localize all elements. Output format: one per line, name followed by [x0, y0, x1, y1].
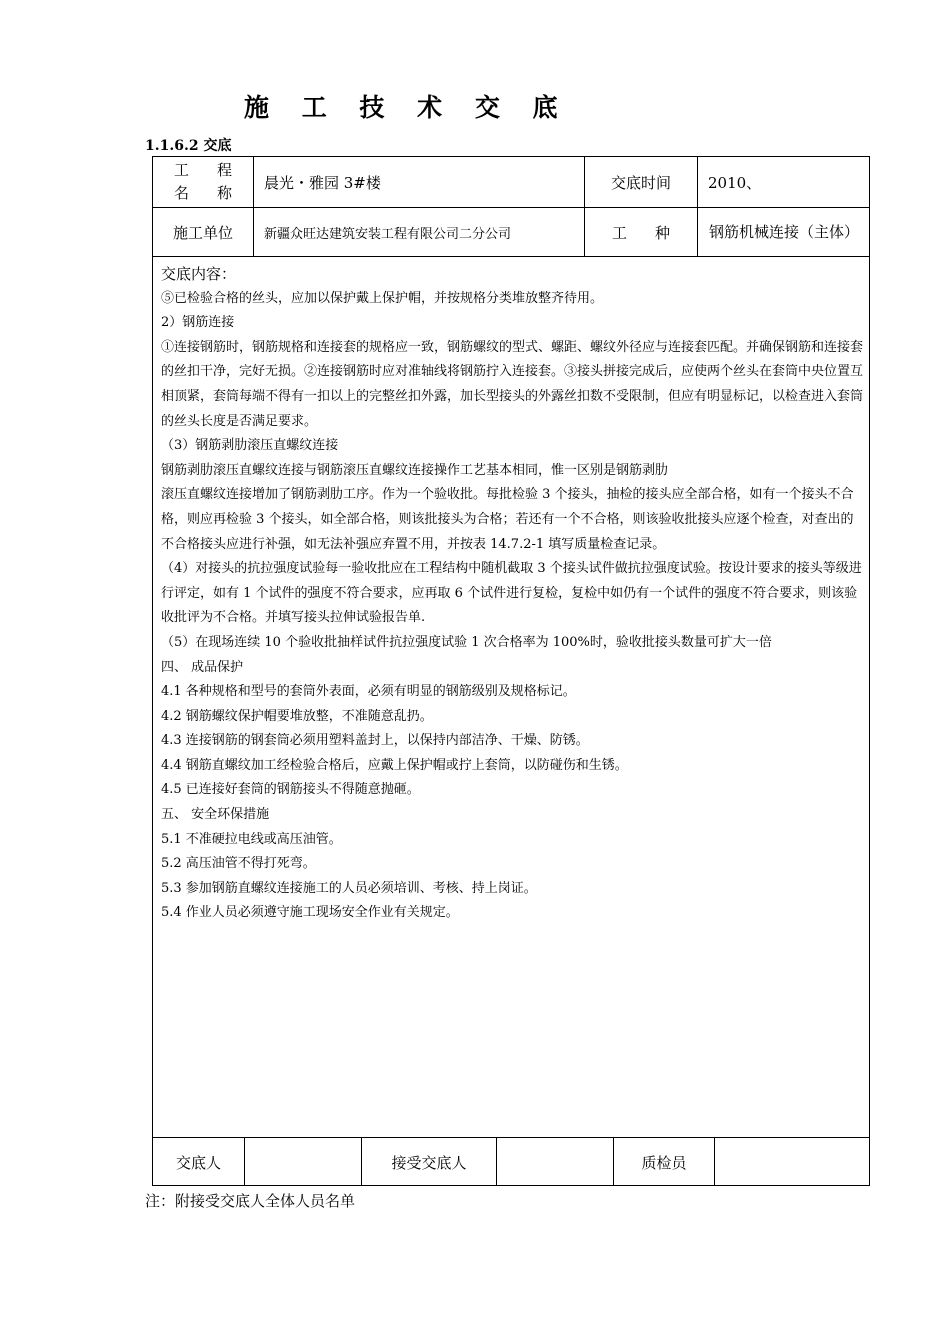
handover-time-label: 交底时间 — [610, 173, 671, 192]
project-name-label: 工 程 名 称 — [174, 161, 232, 202]
content-paragraph: 四、 成品保护 — [161, 659, 244, 675]
project-name-value: 晨光・雅园 3#楼 — [264, 173, 381, 192]
content-paragraph: ①连接钢筋时，钢筋规格和连接套的规格应一致，钢筋螺纹的型式、螺距、螺纹外径应与连接套匹配。并确保钢筋和连接套的丝扣干净，完好无损。②连接钢筋时应对准轴线将钢筋拧入连接套。③接头拼接完成后，应使两个丝头在套筒中央位置互相顶紧，套筒每端不得有一扣以上的完整丝扣外露，加长型接头的外露丝扣数不受限制，但应有明显标记，以检查进入套筒的丝头长度是否满足要求。 — [161, 339, 864, 429]
trade-label: 工 种 — [612, 223, 670, 242]
handover-content — [161, 262, 863, 926]
content-paragraph: 4.4 钢筋直螺纹加工经检验合格后，应戴上保护帽或拧上套筒，以防碰伤和生锈。 — [161, 757, 628, 773]
content-paragraph: 5.4 作业人员必须遵守施工现场安全作业有关规定。 — [161, 905, 459, 921]
content-paragraph: 4.3 连接钢筋的钢套筒必须用塑料盖封上，以保持内部洁净、干燥、防锈。 — [161, 733, 589, 749]
content-paragraph: 4.5 已连接好套筒的钢筋接头不得随意抛砸。 — [161, 782, 420, 798]
content-paragraph: 5.2 高压油管不得打死弯。 — [161, 856, 316, 872]
content-paragraph: ⑤已检验合格的丝头，应加以保护戴上保护帽，并按规格分类堆放整齐待用。 — [161, 290, 604, 306]
content-paragraph: 4.1 各种规格和型号的套筒外表面，必须有明显的钢筋级别及规格标记。 — [161, 684, 576, 700]
presenter-label: 交底人 — [175, 1153, 221, 1172]
row-divider — [152, 256, 870, 257]
inspector-value — [715, 1138, 870, 1186]
footnote: 注：附接受交底人全体人员名单 — [145, 1192, 356, 1210]
content-paragraph: （5）在现场连续 10 个验收批抽样试件抗拉强度试验 1 次合格率为 100%时，验收批接头数量可扩大一倍 — [161, 634, 772, 650]
content-paragraph: （4）对接头的抗拉强度试验每一验收批应在工程结构中随机截取 3 个接头试件做抗拉强度试验。按设计要求的接头等级进行评定，如有 1 个试件的强度不符合要求，应再取 6 个试件进行复检，复检中如仍有一个试件的强度不符合要求，则该验收批评为不合格。并填写接头拉伸试验报告单. — [161, 561, 862, 626]
content-paragraph: 钢筋剥肋滚压直螺纹连接与钢筋滚压直螺纹连接操作工艺基本相同，惟一区别是钢筋剥肋 — [161, 462, 669, 478]
construction-unit-value: 新疆众旺达建筑安装工程有限公司二分公司 — [264, 226, 512, 242]
content-paragraph: （3）钢筋剥肋滚压直螺纹连接 — [161, 438, 339, 454]
presenter-value — [245, 1138, 361, 1186]
handover-time-value: 2010、 — [708, 173, 762, 192]
content-paragraph: 4.2 钢筋螺纹保护帽要堆放整，不准随意乱扔。 — [161, 708, 433, 724]
content-paragraph: 2）钢筋连接 — [161, 315, 235, 331]
content-heading: 交底内容： — [161, 265, 237, 283]
content-paragraph: 滚压直螺纹连接增加了钢筋剥肋工序。作为一个验收批。每批检验 3 个接头，抽检的接头应全部合格，如有一个接头不合格，则应再检验 3 个接头，如全部合格，则该批接头为合格；若还有一个不合格，则该验收批接头应逐个检查，对查出的不合格接头应进行补强，如无法补强应弃置不用，并按表 14.7.2-1 填写质量检查记录。 — [161, 487, 854, 552]
content-paragraph: 5.1 不准硬拉电线或高压油管。 — [161, 831, 342, 847]
content-paragraph: 五、 安全环保措施 — [161, 807, 270, 823]
receiver-label: 接受交底人 — [391, 1153, 467, 1172]
inspector-label: 质检员 — [641, 1153, 687, 1172]
construction-unit-label: 施工单位 — [172, 223, 233, 242]
section-number: 1.1.6.2 交底 — [145, 138, 232, 154]
receiver-value — [497, 1138, 613, 1186]
content-paragraph: 5.3 参加钢筋直螺纹连接施工的人员必须培训、考核、持上岗证。 — [161, 880, 537, 896]
document-title: 施 工 技 术 交 底 — [244, 93, 570, 122]
trade-value: 钢筋机械连接（主体） — [708, 222, 859, 241]
